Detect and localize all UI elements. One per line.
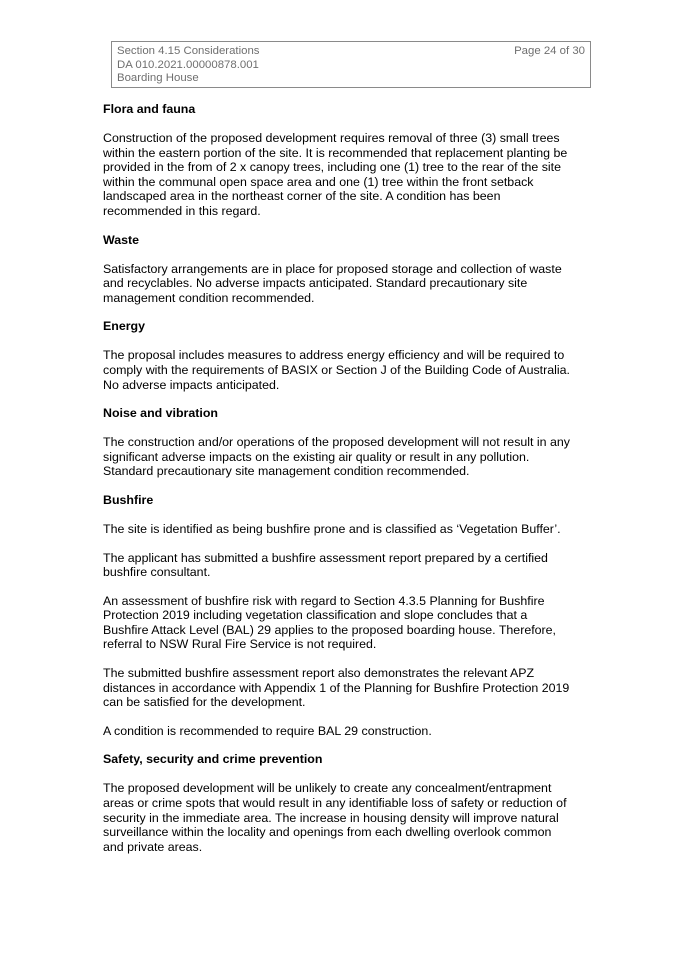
paragraph-line: The proposal includes measures to address energy efficiency and will be required to bbox=[103, 348, 565, 363]
section-heading: Noise and vibration bbox=[103, 406, 218, 421]
paragraph bbox=[103, 262, 603, 306]
paragraph-line: surveillance within the locality and openings from each dwelling overlook common bbox=[103, 825, 552, 840]
paragraph bbox=[103, 435, 603, 479]
paragraph-line: Protection 2019 including vegetation classification and slope concludes that a bbox=[103, 608, 528, 623]
page-header bbox=[111, 41, 591, 88]
paragraph-line: and recyclables. No adverse impacts anticipated. Standard precautionary site bbox=[103, 276, 528, 291]
header-da-number: DA 010.2021.00000878.001 bbox=[117, 58, 259, 71]
paragraph-line: The construction and/or operations of the proposed development will not result in any bbox=[103, 435, 570, 450]
paragraph-line: The proposed development will be unlikely to create any concealment/entrapment bbox=[103, 781, 552, 796]
section-flora-and-fauna bbox=[103, 102, 603, 219]
paragraph-line: The applicant has submitted a bushfire assessment report prepared by a certified bbox=[103, 550, 548, 565]
section-noise-and-vibration bbox=[103, 406, 603, 479]
paragraph-line: significant adverse impacts on the existing air quality or result in any pollution. bbox=[103, 449, 530, 464]
paragraph-line: landscaped area in the northeast corner of the site. A condition has been bbox=[103, 189, 501, 204]
paragraph-line: referral to NSW Rural Fire Service is not required. bbox=[103, 637, 377, 652]
section-heading: Flora and fauna bbox=[103, 102, 196, 116]
paragraph-line: within the communal open space area and one (1) tree within the front setback bbox=[103, 174, 534, 189]
paragraph-line: distances in accordance with Appendix 1 of the Planning for Bushfire Protection 2019 bbox=[103, 680, 570, 695]
paragraph-line: can be satisfied for the development. bbox=[103, 695, 306, 710]
paragraph-line: An assessment of bushfire risk with regard to Section 4.3.5 Planning for Bushfire bbox=[103, 593, 545, 608]
section-heading: Bushfire bbox=[103, 492, 154, 507]
header-section-title: Section 4.15 Considerations bbox=[117, 45, 260, 57]
paragraph-line: provided in the from of 2 x canopy trees, including one (1) tree to the rear of the site bbox=[103, 160, 562, 175]
paragraph-line: No adverse impacts anticipated. bbox=[103, 377, 280, 392]
paragraph bbox=[103, 781, 603, 854]
paragraph-line: The site is identified as being bushfire prone and is classified as ‘Vegetation Buffer’. bbox=[103, 521, 561, 536]
paragraph-line: The submitted bushfire assessment report also demonstrates the relevant APZ bbox=[103, 666, 535, 681]
paragraph-line: management condition recommended. bbox=[103, 290, 315, 305]
header-document-info bbox=[117, 45, 259, 86]
section-safety-security-and-crime-prevention bbox=[103, 752, 603, 854]
document-body bbox=[103, 102, 603, 868]
section-bushfire bbox=[103, 493, 603, 739]
paragraph bbox=[103, 724, 603, 739]
paragraph-line: Construction of the proposed development requires removal of three (3) small trees bbox=[103, 131, 560, 145]
section-heading: Safety, security and crime prevention bbox=[103, 752, 323, 767]
paragraph-line: recommended in this regard. bbox=[103, 203, 261, 218]
paragraph-line: areas or crime spots that would result in any identifiable loss of safety or reduction of bbox=[103, 796, 567, 811]
paragraph-line: security in the immediate area. The increase in housing density will improve natural bbox=[103, 810, 559, 825]
paragraph-line: Satisfactory arrangements are in place for proposed storage and collection of waste bbox=[103, 261, 562, 276]
section-waste bbox=[103, 233, 603, 306]
header-development-type: Boarding House bbox=[117, 72, 199, 85]
paragraph-line: comply with the requirements of BASIX or Section J of the Building Code of Australia. bbox=[103, 362, 570, 377]
section-heading: Waste bbox=[103, 232, 140, 247]
paragraph bbox=[103, 348, 603, 392]
section-energy bbox=[103, 319, 603, 392]
paragraph bbox=[103, 666, 603, 710]
page-number: Page 24 of 30 bbox=[514, 45, 585, 57]
paragraph bbox=[103, 131, 603, 219]
section-heading: Energy bbox=[103, 319, 146, 334]
paragraph bbox=[103, 594, 603, 652]
paragraph-line: within the eastern portion of the site. It is recommended that replacement planting be bbox=[103, 145, 568, 160]
paragraph-line: A condition is recommended to require BAL 29 construction. bbox=[103, 723, 432, 738]
paragraph-line: and private areas. bbox=[103, 839, 203, 854]
paragraph-line: Bushfire Attack Level (BAL) 29 applies to the proposed boarding house. Therefore, bbox=[103, 622, 557, 637]
paragraph-line: Standard precautionary site management condition recommended. bbox=[103, 464, 470, 479]
paragraph bbox=[103, 551, 603, 580]
paragraph-line: bushfire consultant. bbox=[103, 565, 211, 580]
paragraph bbox=[103, 522, 603, 537]
